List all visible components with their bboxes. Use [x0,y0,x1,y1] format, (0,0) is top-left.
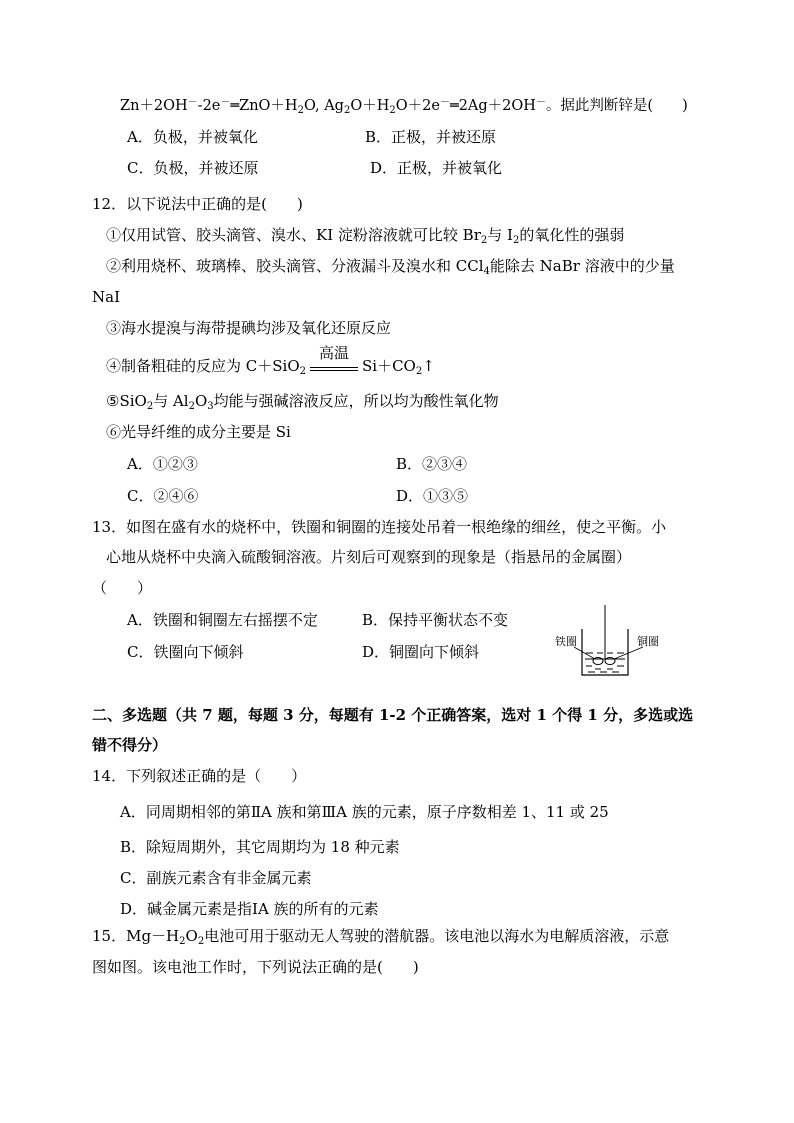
q13-stem-line-3: （ ） [92,579,153,597]
q13-option-d: D．铜圈向下倾斜 [362,643,480,661]
stmt-sub: 2 [480,235,488,246]
q13-stem-line-2: 心地从烧杯中央滴入硫酸铜溶液。片刻后可观察到的现象是（指悬吊的金属圈） [106,548,632,566]
stmt-text: ④制备粗硅的反应为 C＋SiO [106,357,300,375]
eq-sup: － [187,97,198,108]
q12-statement-2 [106,256,675,276]
eq-text: O＋2e [395,98,440,114]
q14-option-a: A．同周期相邻的第ⅡA 族和第ⅢA 族的元素，原子序数相差 1、11 或 25 [120,803,609,821]
q14-option-d: D．碱金属元素是指ⅠA 族的所有的元素 [120,900,379,918]
q12-statement-2-cont: NaI [92,288,120,306]
stem-text: 15．Mg－H [92,927,180,945]
eq-sub: 2 [297,105,304,116]
q12-option-d: D．①③⑤ [396,487,469,505]
q12-option-b: B．②③④ [396,455,468,473]
q12-statement-3: ③海水提溴与海带提碘均涉及氧化还原反应 [106,319,392,337]
stmt-sub: 2 [512,235,520,246]
eq-sub: 2 [389,105,396,116]
stmt-text: 均能与强碱溶液反应，所以均为酸性氧化物 [213,392,499,410]
stmt-sub: 2 [188,401,195,412]
q12-statement-6: ⑥光导纤维的成分主要是 Si [106,423,291,441]
q15-stem-line-1 [92,926,669,946]
eq-text: Zn＋2OH [120,98,188,114]
eq-text: O, Ag [303,98,344,114]
q12-option-a: A．①②③ [127,455,198,473]
reaction-condition-arrow [308,344,360,377]
stmt-text: ↑ [422,357,435,375]
q12-statement-4 [106,344,435,377]
stem-sub: 2 [197,936,205,947]
stmt-text: 与 I [487,226,513,244]
q13-option-a: A．铁圈和铜圈左右摇摆不定 [127,611,318,629]
q11-option-d: D．正极，并被氧化 [370,159,503,177]
eq-text: ═2Ag＋2OH [449,98,536,114]
q12-option-c: C．②④⑥ [127,487,199,505]
stem-sub: 2 [179,936,186,947]
eq-sup: － [220,97,231,108]
stmt-sub: 3 [207,401,214,412]
q11-option-a: A．负极，并被氧化 [127,128,258,146]
q13-option-c: C．铁圈向下倾斜 [127,643,244,661]
q11-option-c: C．负极，并被还原 [127,159,259,177]
equal-bar [310,370,358,371]
iron-ring-label: 铁圈 [555,635,577,648]
q14-option-b: B．除短周期外，其它周期均为 18 种元素 [120,838,400,856]
stmt-text: ⑤SiO [106,392,147,410]
stmt-sub: 2 [146,401,154,412]
stmt-text: 与 Al [153,392,189,410]
stmt-sub: 4 [483,266,490,277]
eq-sup: － [439,97,450,108]
q13-option-b: B．保持平衡状态不变 [362,611,509,629]
section-2-heading-line-2: 错不得分） [92,736,168,754]
eq-text: ═ZnO＋H [230,98,298,114]
eq-text: 。据此判断锌是( ) [545,98,688,114]
stmt-text: 能除去 NaBr 溶液中的少量 [489,257,675,275]
stmt-sub: 2 [299,366,306,377]
q11-option-b: B．正极，并被还原 [365,128,497,146]
q14-stem: 14．下列叙述正确的是（ ） [92,767,307,785]
stmt-text: 的氧化性的强弱 [519,226,625,244]
eq-sub: 2 [343,105,351,116]
eq-text: -2e [197,98,221,114]
condition-label: 高温 [318,344,349,362]
section-2-heading-line-1: 二、多选题（共 7 题，每题 3 分，每题有 1-2 个正确答案，选对 1 个得 1 分，多选或选 [92,706,694,724]
q15-stem-line-2: 图如图。该电池工作时，下列说法正确的是( ) [92,958,419,976]
q13-stem-line-1: 13．如图在盛有水的烧杯中，铁圈和铜圈的连接处吊着一根绝缘的细丝，使之平衡。小 [92,518,667,536]
copper-ring-label: 铜圈 [637,635,659,648]
q14-option-c: C．副族元素含有非金属元素 [120,869,312,887]
q12-statement-5 [106,391,499,411]
beaker-figure [555,603,665,683]
stmt-text: O [194,392,208,410]
q12-statement-1 [106,225,624,245]
q11-equation [120,96,688,116]
stmt-text: Si＋CO [362,357,416,375]
q12-stem: 12．以下说法中正确的是( ) [92,195,303,213]
stem-text: O [185,927,198,945]
stmt-text: ②利用烧杯、玻璃棒、胶头滴管、分液漏斗及溴水和 CCl [106,257,484,275]
stmt-text: ①仅用试管、胶头滴管、溴水、KI 淀粉溶液就可比较 Br [106,226,481,244]
eq-text: O＋H [350,98,390,114]
stmt-sub: 2 [415,366,423,377]
equal-bar [310,367,358,368]
stem-text: 电池可用于驱动无人驾驶的潜航器。该电池以海水为电解质溶液，示意 [204,927,670,945]
eq-sup: － [535,97,546,108]
